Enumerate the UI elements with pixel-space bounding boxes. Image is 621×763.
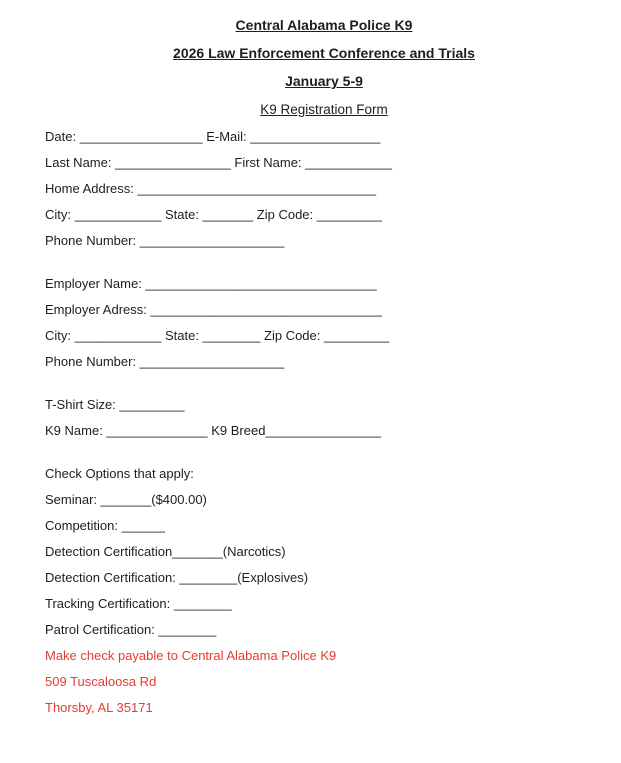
employer-phone-number-line: Phone Number: ____________________ [45,354,285,369]
date-email-line: Date: _________________ E-Mail: __________________ [45,129,381,144]
patrol-option-line: Patrol Certification: ________ [45,622,217,637]
check-payable-note: Make check payable to Central Alabama Police K9 [45,648,337,663]
event-title [45,44,603,63]
employer-info-section [45,275,603,370]
event-dates [45,72,603,91]
competition-option-line: Competition: ______ [45,518,165,533]
seminar-option-line: Seminar: _______($400.00) [45,492,207,507]
options-heading: Check Options that apply: [45,466,194,481]
event-title-text: 2026 Law Enforcement Conference and Trials [173,45,475,61]
city-state-zip-line: City: ____________ State: _______ Zip Code: _________ [45,207,382,222]
phone-number-line: Phone Number: ____________________ [45,233,285,248]
employer-address-line: Employer Adress: ________________________________ [45,302,382,317]
k9-info-section [45,396,603,439]
employer-city-state-zip-line: City: ____________ State: ________ Zip Code: _________ [45,328,390,343]
name-line: Last Name: ________________ First Name: ____________ [45,155,392,170]
detection-explosives-option-line: Detection Certification: ________(Explosives) [45,570,309,585]
employer-name-line: Employer Name: ________________________________ [45,276,377,291]
form-title-text: K9 Registration Form [260,102,388,117]
check-options-section [45,465,603,638]
payment-address-line-1: 509 Tuscaloosa Rd [45,674,157,689]
payment-info-section [45,647,603,716]
document-header [45,16,603,119]
org-title [45,16,603,35]
k9-name-breed-line: K9 Name: ______________ K9 Breed________________ [45,423,382,438]
org-title-text: Central Alabama Police K9 [235,17,413,33]
tracking-option-line: Tracking Certification: ________ [45,596,232,611]
payment-address-line-2: Thorsby, AL 35171 [45,700,153,715]
detection-narcotics-option-line: Detection Certification_______(Narcotics) [45,544,286,559]
form-title [45,100,603,119]
personal-info-section [45,128,603,249]
home-address-line: Home Address: _________________________________ [45,181,377,196]
tshirt-size-line: T-Shirt Size: _________ [45,397,185,412]
event-dates-text: January 5-9 [285,73,363,89]
